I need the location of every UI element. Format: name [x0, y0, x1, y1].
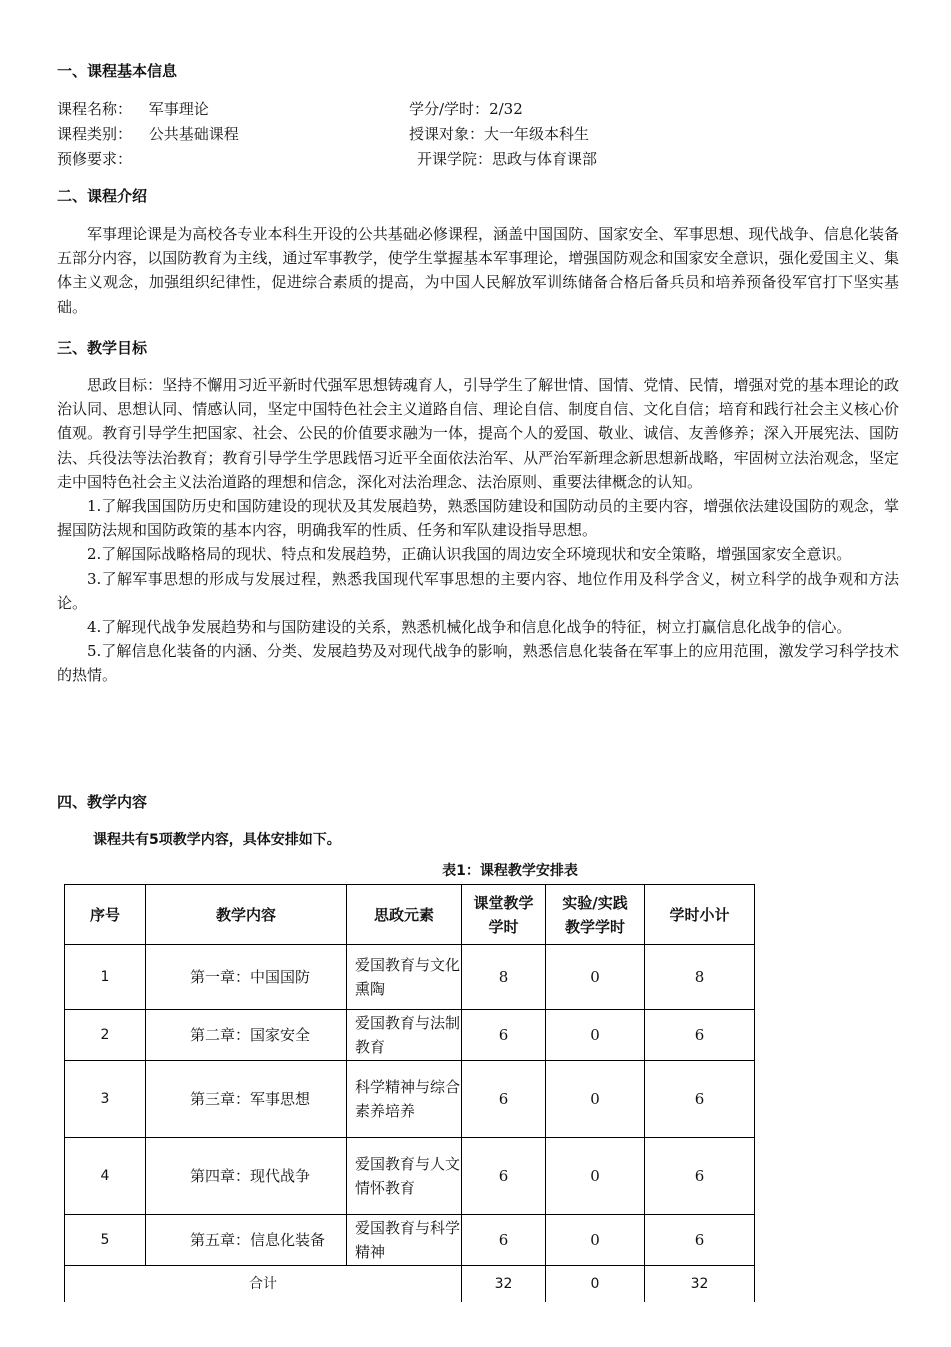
header-class-hours: 课堂教学学时	[462, 885, 546, 945]
cell-practice-hours: 0	[546, 1215, 645, 1266]
cell-practice-hours: 0	[546, 1061, 645, 1138]
total-practice-hours: 0	[546, 1266, 645, 1302]
objective-paragraph: 1.了解我国国防历史和国防建设的现状及其发展趋势，熟悉国防建设和国防动员的主要内容，增强依法建设国防的观念，掌握国防法规和国防政策的基本内容，明确我军的性质、任务和军队建设指导思想。	[57, 497, 899, 540]
table-header-row	[65, 885, 755, 945]
college-value: 思政与体育课部	[492, 150, 598, 168]
audience-row	[409, 124, 589, 144]
credits-value: 2/32	[489, 100, 523, 118]
header-practice-hours: 实验/实践教学学时	[546, 885, 645, 945]
section-heading-basic-info: 一、课程基本信息	[57, 62, 178, 80]
college-row	[417, 149, 597, 169]
cell-content: 第四章：现代战争	[146, 1138, 347, 1215]
course-name-label: 课程名称：	[57, 100, 133, 118]
credits-row	[409, 99, 523, 119]
cell-class-hours: 6	[462, 1010, 546, 1061]
cell-content: 第一章：中国国防	[146, 945, 347, 1010]
total-subtotal: 32	[645, 1266, 755, 1302]
cell-subtotal: 6	[645, 1215, 755, 1266]
course-type-value: 公共基础课程	[148, 125, 239, 143]
prereq-row	[57, 149, 132, 169]
intro-paragraph-block	[57, 222, 899, 319]
objectives-block	[57, 373, 899, 688]
cell-subtotal: 8	[645, 945, 755, 1010]
table-row	[65, 1061, 755, 1138]
cell-class-hours: 6	[462, 1138, 546, 1215]
cell-content: 第三章：军事思想	[146, 1061, 347, 1138]
cell-seq: 1	[65, 945, 146, 1010]
course-name-value: 军事理论	[148, 100, 209, 118]
course-name-row	[57, 99, 209, 119]
college-label: 开课学院：	[417, 150, 493, 168]
cell-subtotal: 6	[645, 1010, 755, 1061]
cell-class-hours: 6	[462, 1215, 546, 1266]
table-row	[65, 945, 755, 1010]
cell-class-hours: 6	[462, 1061, 546, 1138]
course-type-label: 课程类别：	[57, 125, 133, 143]
section-heading-objectives: 三、教学目标	[57, 339, 148, 357]
cell-class-hours: 8	[462, 945, 546, 1010]
table-row	[65, 1215, 755, 1266]
cell-content: 第五章：信息化装备	[146, 1215, 347, 1266]
total-label: 合计	[65, 1266, 462, 1302]
cell-seq: 4	[65, 1138, 146, 1215]
intro-paragraph: 军事理论课是为高校各专业本科生开设的公共基础必修课程，涵盖中国国防、国家安全、军事思想、现代战争、信息化装备五部分内容，以国防教育为主线，通过军事教学，使学生掌握基本军事理论，增强国防观念和国家安全意识，强化爱国主义、集体主义观念，加强组织纪律性，促进综合素质的提高，为中国人民解放军训练储备合格后备兵员和培养预备役军官打下坚实基础。	[57, 225, 899, 316]
objective-paragraph: 5.了解信息化装备的内涵、分类、发展趋势及对现代战争的影响，熟悉信息化装备在军事上的应用范围，激发学习科学技术的热情。	[57, 642, 899, 685]
table-total-row	[65, 1266, 755, 1302]
table-caption: 表1：课程教学安排表	[442, 863, 578, 879]
audience-label: 授课对象：	[409, 125, 485, 143]
cell-ideology: 爱国教育与文化熏陶	[347, 945, 462, 1010]
cell-seq: 3	[65, 1061, 146, 1138]
cell-seq: 2	[65, 1010, 146, 1061]
audience-value: 大一年级本科生	[484, 125, 590, 143]
cell-practice-hours: 0	[546, 1010, 645, 1061]
header-subtotal: 学时小计	[645, 885, 755, 945]
cell-seq: 5	[65, 1215, 146, 1266]
objective-paragraph: 3.了解军事思想的形成与发展过程，熟悉我国现代军事思想的主要内容、地位作用及科学含义，树立科学的战争观和方法论。	[57, 569, 899, 612]
objective-paragraph: 4.了解现代战争发展趋势和与国防建设的关系，熟悉机械化战争和信息化战争的特征，树立打赢信息化战争的信心。	[87, 618, 852, 637]
table-row	[65, 1138, 755, 1215]
cell-subtotal: 6	[645, 1061, 755, 1138]
cell-content: 第二章：国家安全	[146, 1010, 347, 1061]
header-content: 教学内容	[146, 885, 347, 945]
cell-practice-hours: 0	[546, 945, 645, 1010]
cell-subtotal: 6	[645, 1138, 755, 1215]
objective-paragraph: 2.了解国际战略格局的现状、特点和发展趋势，正确认识我国的周边安全环境现状和安全策略，增强国家安全意识。	[87, 545, 852, 564]
course-type-row	[57, 124, 239, 144]
schedule-table	[64, 884, 755, 1302]
section-heading-intro: 二、课程介绍	[57, 187, 148, 205]
cell-ideology: 爱国教育与科学精神	[347, 1215, 462, 1266]
header-ideology: 思政元素	[347, 885, 462, 945]
header-seq: 序号	[65, 885, 146, 945]
cell-practice-hours: 0	[546, 1138, 645, 1215]
section-heading-content: 四、教学内容	[57, 793, 148, 811]
total-class-hours: 32	[462, 1266, 546, 1302]
cell-ideology: 爱国教育与法制教育	[347, 1010, 462, 1061]
cell-ideology: 科学精神与综合素养培养	[347, 1061, 462, 1138]
objective-paragraph: 思政目标：坚持不懈用习近平新时代强军思想铸魂育人，引导学生了解世情、国情、党情、民情，增强对党的基本理论的政治认同、思想认同、情感认同，坚定中国特色社会主义道路自信、理论自信、制度自信、文化自信；培育和践行社会主义核心价值观。教育引导学生把国家、社会、公民的价值要求融为一体，提高个人的爱国、敬业、诚信、友善修养；深入开展宪法、国防法、兵役法等法治教育；教育引导学生学思践悟习近平全面依法治军、从严治军新理念新思想新战略，牢固树立法治观念，坚定走中国特色社会主义法治道路的理想和信念，深化对法治理念、法治原则、重要法律概念的认知。	[57, 376, 899, 491]
credits-label: 学分/学时：	[409, 100, 490, 118]
cell-ideology: 爱国教育与人文情怀教育	[347, 1138, 462, 1215]
table-row	[65, 1010, 755, 1061]
prereq-label: 预修要求：	[57, 150, 133, 168]
content-intro: 课程共有5项教学内容，具体安排如下。	[93, 832, 341, 848]
